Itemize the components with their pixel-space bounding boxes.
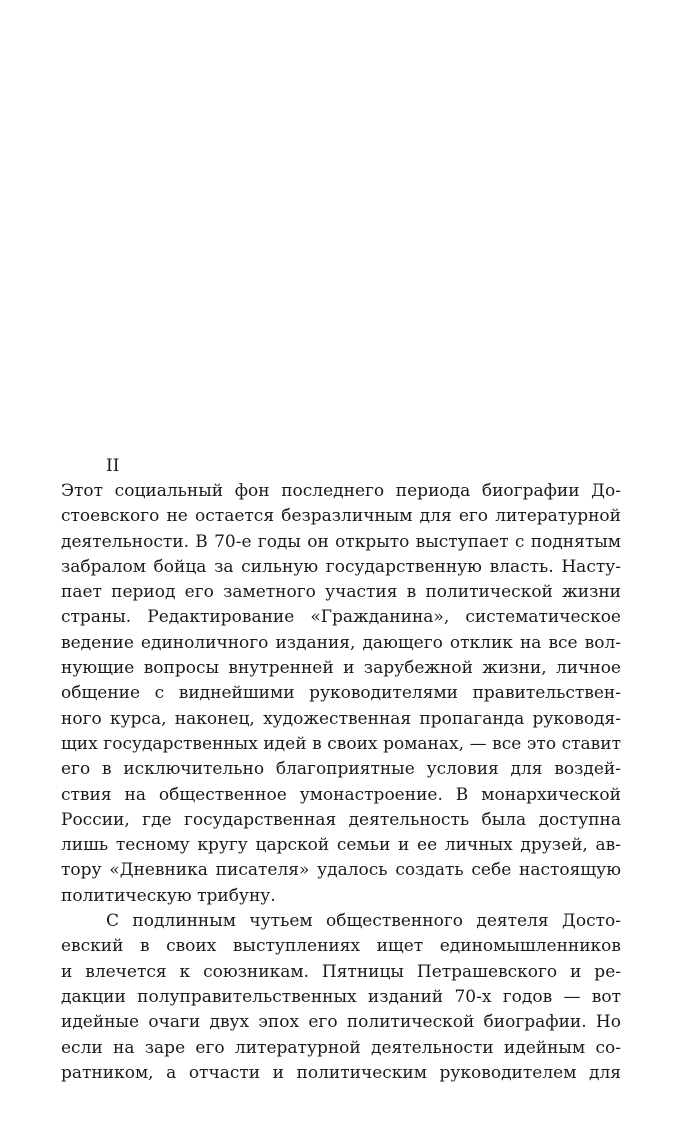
text-line: ратником, а отчасти и политическим руководителем для <box>61 1062 621 1083</box>
text-line: его в исключительно благоприятные условия для воздей- <box>61 759 621 780</box>
paragraph-2 <box>61 909 621 1086</box>
text-line: страны. Редактирование «Гражданина», систематическое <box>61 607 621 628</box>
text-line: дакции полуправительственных изданий 70-х годов — вот <box>61 986 621 1007</box>
text-line: Этот социальный фон последнего периода биографии До- <box>61 481 621 501</box>
text-line: евский в своих выступлениях ищет единомышленников <box>61 936 621 957</box>
text-line: и влечется к союзникам. Пятницы Петрашевского и ре- <box>61 961 621 982</box>
text-line: стоевского не остается безразличным для его литературной <box>61 506 621 527</box>
body-text <box>61 453 621 1086</box>
text-line: идейные очаги двух эпох его политической биографии. Но <box>61 1012 621 1033</box>
text-line: ведение единоличного издания, дающего отклик на все вол- <box>61 632 621 653</box>
text-line: если на заре его литературной деятельности идейным со- <box>61 1037 621 1058</box>
text-line: нующие вопросы внутренней и зарубежной жизни, личное <box>61 658 621 679</box>
text-line: ного курса, наконец, художественная пропаганда руководя- <box>61 708 621 729</box>
section-number: II <box>106 456 120 476</box>
text-line: политическую трибуну. <box>61 885 276 906</box>
text-line: деятельности. В 70-е годы он открыто выступает с поднятым <box>61 531 621 552</box>
text-line: щих государственных идей в своих романах, — все это ставит <box>61 733 621 754</box>
text-line: С подлинным чутьем общественного деятеля Досто- <box>106 911 621 932</box>
text-line: тору «Дневника писателя» удалось создать себе настоящую <box>61 860 621 881</box>
text-line: России, где государственная деятельность была доступна <box>61 809 621 830</box>
text-line: лишь тесному кругу царской семьи и ее личных друзей, ав- <box>61 835 621 856</box>
text-line: пает период его заметного участия в политической жизни <box>61 582 621 603</box>
text-line: ствия на общественное умонастроение. В монархической <box>61 784 621 805</box>
text-line: общение с виднейшими руководителями правительствен- <box>61 683 621 704</box>
paragraph-1 <box>61 479 621 909</box>
text-line: забралом бойца за сильную государственную власть. Насту- <box>61 556 621 577</box>
